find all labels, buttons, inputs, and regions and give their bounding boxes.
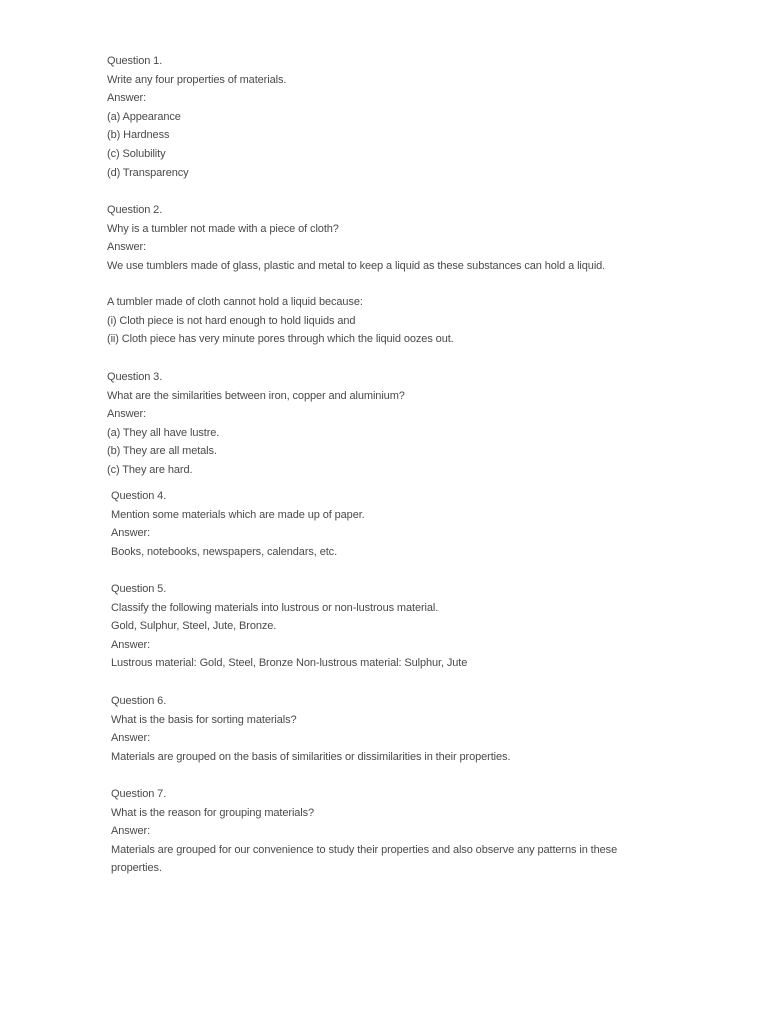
answer-item: (ii) Cloth piece has very minute pores through which the liquid oozes out. [107,333,454,346]
answer-item: (b) Hardness [107,129,170,142]
answer-item: (a) They all have lustre. [107,426,220,439]
question-number: Question 3. [107,371,163,383]
answer-label: Answer: [107,408,147,421]
question-4-block [111,487,751,561]
answer-text: Lustrous material: Gold, Steel, Bronze Non-lustrous material: Sulphur, Jute [111,657,468,670]
question-6-block [111,692,751,766]
answer-label: Answer: [111,732,151,745]
answer-item: (b) They are all metals. [107,445,217,458]
question-7-block [111,785,751,878]
question-text: Classify the following materials into lustrous or non-lustrous material. [111,601,439,614]
question-2-block [107,201,747,275]
question-2-continuation [107,293,747,349]
answer-label: Answer: [107,92,147,105]
answer-item: (c) They are hard. [107,463,193,476]
question-number: Question 2. [107,204,163,216]
question-text: Mention some materials which are made up of paper. [111,508,365,521]
answer-paragraph-intro: A tumbler made of cloth cannot hold a liquid because: [107,296,363,308]
answer-item: (c) Solubility [107,147,166,160]
answer-text: Books, notebooks, newspapers, calendars, etc. [111,545,338,558]
answer-item: (d) Transparency [107,166,189,179]
answer-text: Materials are grouped on the basis of similarities or dissimilarities in their properties. [111,750,511,763]
answer-text-line-2: properties. [111,862,162,875]
question-text: Why is a tumbler not made with a piece of cloth? [107,222,339,235]
question-items: Gold, Sulphur, Steel, Jute, Bronze. [111,620,277,633]
question-text: Write any four properties of materials. [107,73,287,86]
question-1-block [107,52,747,182]
answer-label: Answer: [111,527,151,540]
question-5-block [111,580,751,673]
answer-text-line-1: Materials are grouped for our convenience to study their properties and also observe any patterns in these [111,843,618,856]
question-3-block [107,368,747,480]
question-number: Question 1. [107,55,163,67]
answer-label: Answer: [107,241,147,254]
question-text: What is the reason for grouping materials? [111,806,315,819]
question-number: Question 5. [111,583,167,595]
answer-label: Answer: [111,825,151,838]
answer-item: (i) Cloth piece is not hard enough to hold liquids and [107,314,356,327]
question-number: Question 4. [111,490,167,502]
question-text: What is the basis for sorting materials? [111,713,297,726]
answer-label: Answer: [111,638,151,651]
answer-text: We use tumblers made of glass, plastic and metal to keep a liquid as these substances can hold a liquid. [107,259,606,272]
question-number: Question 6. [111,695,167,707]
question-number: Question 7. [111,788,167,800]
answer-item: (a) Appearance [107,110,181,123]
question-text: What are the similarities between iron, copper and aluminium? [107,389,405,402]
